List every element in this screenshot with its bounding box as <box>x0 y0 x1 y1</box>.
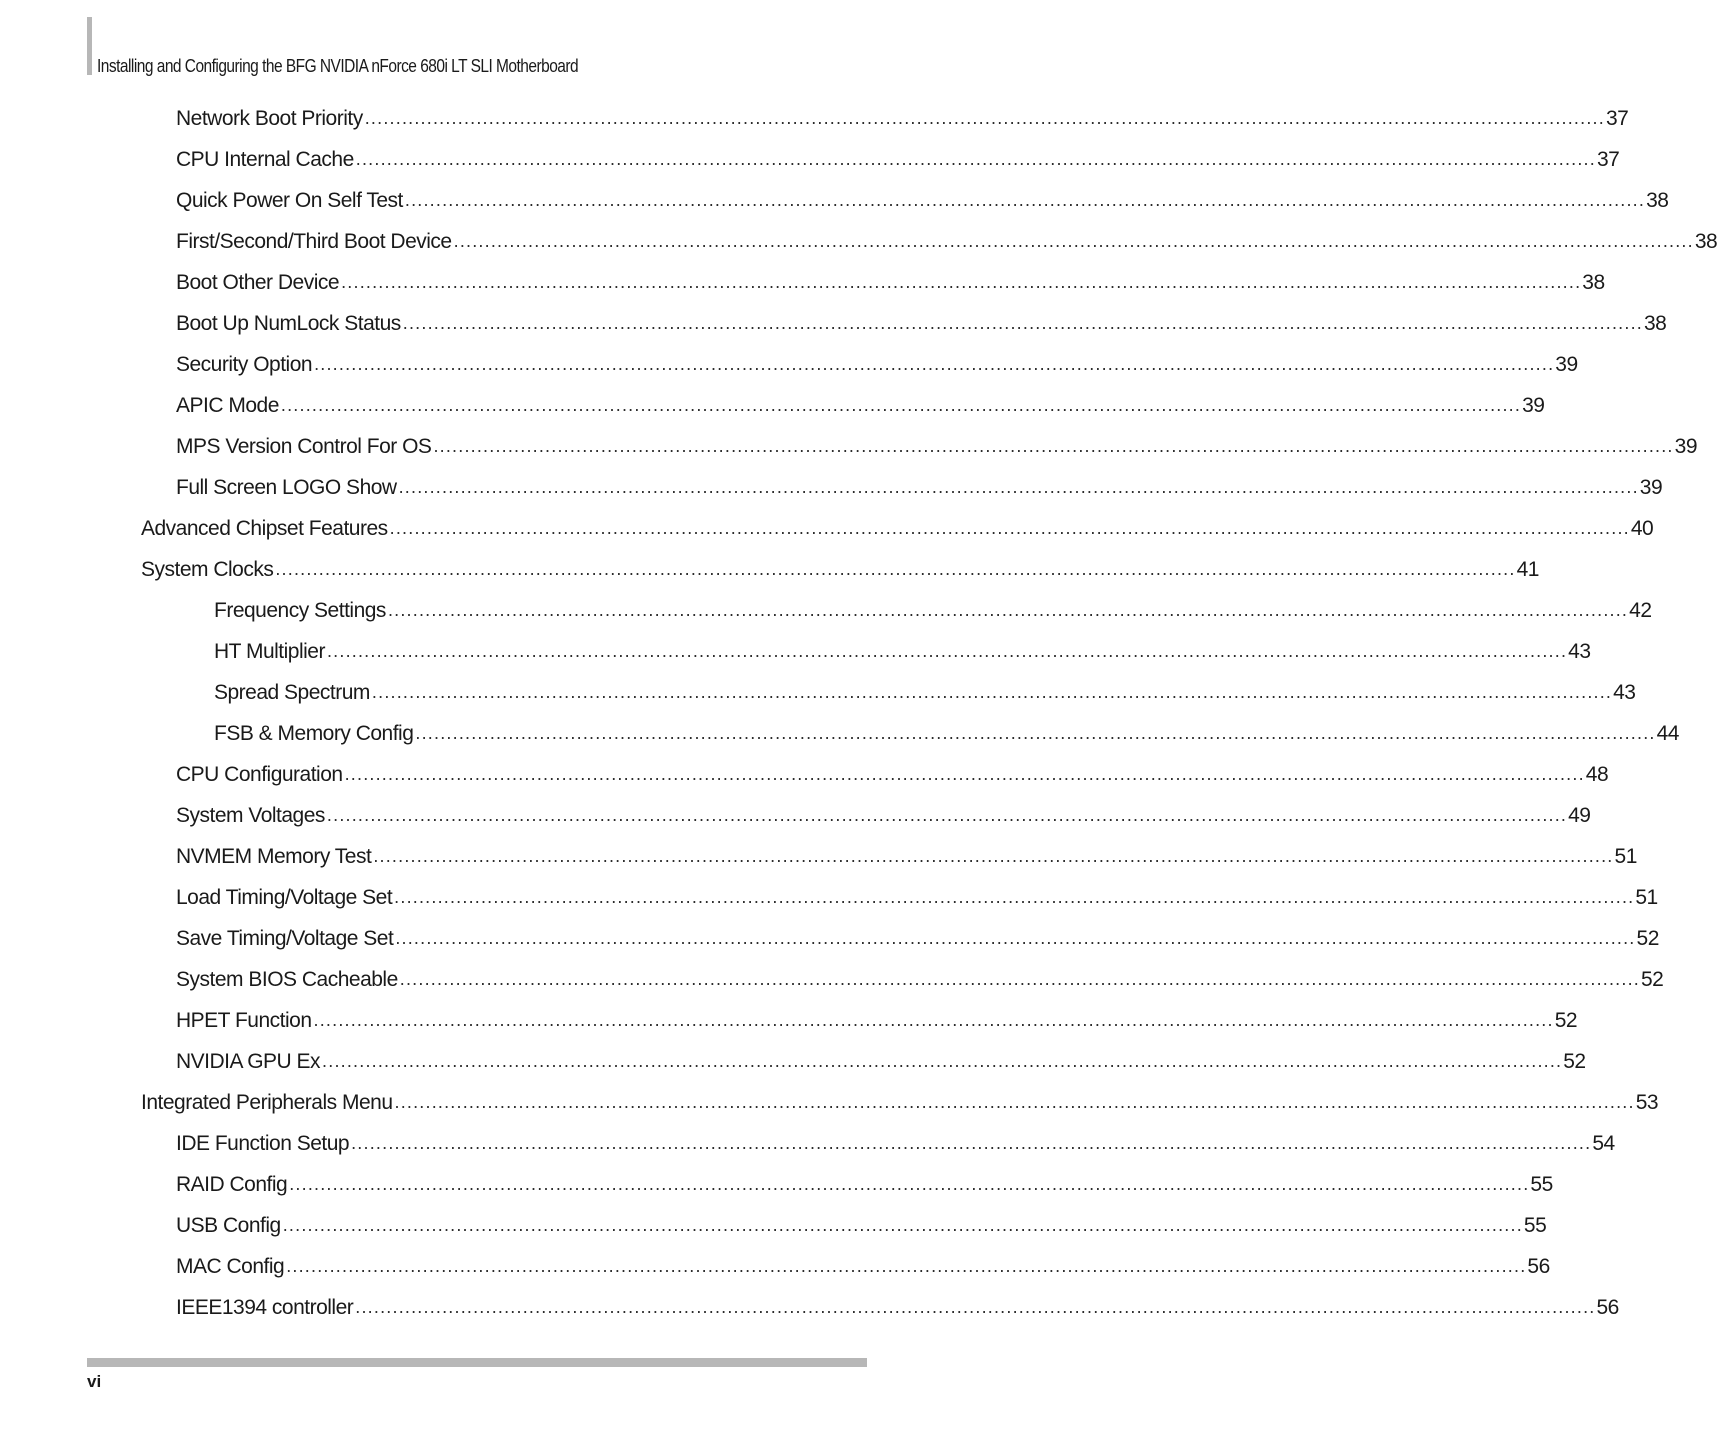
toc-entry-page: 43 <box>1613 681 1636 704</box>
toc-entry-label: Boot Other Device <box>176 271 340 294</box>
toc-entry[interactable] <box>176 1204 1547 1238</box>
toc-entry[interactable] <box>141 1081 1659 1115</box>
toc-entry-label: USB Config <box>176 1214 281 1237</box>
toc-entry[interactable] <box>176 138 1620 172</box>
toc-entry[interactable] <box>176 794 1591 828</box>
toc-entry-page: 39 <box>1639 476 1663 499</box>
toc-leader-dots: ........................................................................................................................................................................................................ <box>326 805 1568 825</box>
page-number: vi <box>87 1372 102 1391</box>
toc-entry-label: Spread Spectrum <box>214 681 370 704</box>
toc-entry[interactable] <box>176 1286 1619 1320</box>
toc-leader-dots: ........................................................................................................................................................................................................ <box>402 313 1643 333</box>
toc-entry-page: 52 <box>1563 1050 1586 1073</box>
toc-leader-dots: ........................................................................................................................................................................................................ <box>355 149 1596 169</box>
running-header: Installing and Configuring the BFG NVIDIA nForce 680i LT SLI Motherboard <box>97 56 579 76</box>
toc-leader-dots: ........................................................................................................................................................................................................ <box>394 1092 1635 1112</box>
toc-leader-dots: ........................................................................................................................................................................................................ <box>415 723 1656 743</box>
toc-entry-page: 48 <box>1585 763 1609 786</box>
toc-entry-label: Save Timing/Voltage Set <box>176 927 394 950</box>
toc-entry[interactable] <box>141 507 1654 541</box>
toc-entry[interactable] <box>176 917 1659 951</box>
toc-entry[interactable] <box>176 179 1669 213</box>
toc-leader-dots: ........................................................................................................................................................................................................ <box>322 1051 1563 1071</box>
toc-entry-label: NVMEM Memory Test <box>176 845 372 868</box>
toc-entry-label: FSB & Memory Config <box>214 722 414 745</box>
toc-entry-label: IEEE1394 controller <box>176 1296 354 1319</box>
toc-entry-page: 51 <box>1635 886 1658 909</box>
toc-leader-dots: ........................................................................................................................................................................................................ <box>387 600 1629 620</box>
toc-entry-label: Load Timing/Voltage Set <box>176 886 393 909</box>
toc-entry-page: 37 <box>1596 148 1620 171</box>
toc-entry-label: Boot Up NumLock Status <box>176 312 401 335</box>
toc-entry[interactable] <box>176 835 1637 869</box>
toc-entry-page: 54 <box>1592 1132 1615 1155</box>
toc-entry-page: 39 <box>1674 435 1697 458</box>
toc-entry-label: CPU Internal Cache <box>176 148 354 171</box>
toc-leader-dots: ........................................................................................................................................................................................................ <box>394 887 1635 907</box>
toc-entry[interactable] <box>176 876 1658 910</box>
toc-entry[interactable] <box>176 302 1667 336</box>
toc-entry[interactable] <box>176 1122 1615 1156</box>
toc-entry[interactable] <box>176 220 1717 254</box>
toc-entry[interactable] <box>176 343 1578 377</box>
toc-leader-dots: ........................................................................................................................................................................................................ <box>389 518 1630 538</box>
toc-entry[interactable] <box>141 548 1539 582</box>
toc-entry[interactable] <box>214 589 1652 623</box>
toc-entry-page: 37 <box>1605 107 1629 130</box>
header-accent-bar <box>87 17 92 75</box>
toc-entry[interactable] <box>214 712 1679 746</box>
toc-leader-dots: ........................................................................................................................................................................................................ <box>314 354 1555 374</box>
toc-entry[interactable] <box>176 1245 1550 1279</box>
toc-leader-dots: ........................................................................................................................................................................................................ <box>282 1215 1523 1235</box>
toc-leader-dots: ........................................................................................................................................................................................................ <box>453 231 1694 251</box>
toc-entry-page: 40 <box>1630 517 1654 540</box>
toc-entry-label: HT Multiplier <box>214 640 325 663</box>
toc-leader-dots: ........................................................................................................................................................................................................ <box>351 1133 1592 1153</box>
toc-entry-label: IDE Function Setup <box>176 1132 350 1155</box>
toc-entry-page: 52 <box>1554 1009 1578 1032</box>
toc-entry-label: System Voltages <box>176 804 325 827</box>
toc-entry-page: 53 <box>1635 1091 1659 1114</box>
toc-leader-dots: ........................................................................................................................................................................................................ <box>399 969 1640 989</box>
toc-entry-page: 55 <box>1530 1173 1553 1196</box>
toc-entry-label: Frequency Settings <box>214 599 386 622</box>
toc-entry-label: APIC Mode <box>176 394 279 417</box>
toc-entry-label: HPET Function <box>176 1009 312 1032</box>
toc-entry-label: Security Option <box>176 353 313 376</box>
toc-entry-page: 41 <box>1516 558 1539 581</box>
toc-entry-page: 42 <box>1629 599 1652 622</box>
toc-entry-label: Full Screen LOGO Show <box>176 476 397 499</box>
toc-entry[interactable] <box>176 261 1605 295</box>
toc-entry-page: 49 <box>1568 804 1591 827</box>
toc-entry[interactable] <box>214 630 1591 664</box>
toc-leader-dots: ........................................................................................................................................................................................................ <box>286 1256 1527 1276</box>
toc-leader-dots: ........................................................................................................................................................................................................ <box>289 1174 1530 1194</box>
toc-entry-page: 39 <box>1522 394 1545 417</box>
toc-leader-dots: ........................................................................................................................................................................................................ <box>373 846 1614 866</box>
toc-entry[interactable] <box>176 425 1697 459</box>
toc-entry-page: 52 <box>1636 927 1659 950</box>
toc-entry[interactable] <box>176 1163 1553 1197</box>
toc-leader-dots: ........................................................................................................................................................................................................ <box>355 1297 1596 1317</box>
toc-leader-dots: ........................................................................................................................................................................................................ <box>371 682 1613 702</box>
toc-entry-label: MAC Config <box>176 1255 285 1278</box>
toc-leader-dots: ........................................................................................................................................................................................................ <box>341 272 1582 292</box>
toc-leader-dots: ........................................................................................................................................................................................................ <box>395 928 1636 948</box>
toc-leader-dots: ........................................................................................................................................................................................................ <box>404 190 1646 210</box>
toc-leader-dots: ........................................................................................................................................................................................................ <box>398 477 1639 497</box>
toc-entry-label: Quick Power On Self Test <box>176 189 403 212</box>
toc-entry-page: 38 <box>1646 189 1669 212</box>
toc-entry-page: 43 <box>1568 640 1591 663</box>
toc-entry-label: Integrated Peripherals Menu <box>141 1091 393 1114</box>
toc-entry[interactable] <box>176 466 1663 500</box>
toc-entry-page: 55 <box>1523 1214 1547 1237</box>
toc-entry-page: 51 <box>1614 845 1637 868</box>
toc-leader-dots: ........................................................................................................................................................................................................ <box>344 764 1585 784</box>
toc-entry-label: CPU Configuration <box>176 763 343 786</box>
toc-entry-page: 39 <box>1555 353 1578 376</box>
toc-entry-page: 44 <box>1656 722 1679 745</box>
toc-leader-dots: ........................................................................................................................................................................................................ <box>326 641 1568 661</box>
toc-entry[interactable] <box>176 958 1664 992</box>
toc-entry-label: First/Second/Third Boot Device <box>176 230 452 253</box>
toc-entry-label: System BIOS Cacheable <box>176 968 398 991</box>
toc-entry-label: NVIDIA GPU Ex <box>176 1050 321 1073</box>
toc-entry-label: Advanced Chipset Features <box>141 517 388 540</box>
toc-leader-dots: ........................................................................................................................................................................................................ <box>280 395 1522 415</box>
toc-entry-label: System Clocks <box>141 558 274 581</box>
toc-entry-page: 52 <box>1640 968 1664 991</box>
toc-entry-page: 38 <box>1694 230 1717 253</box>
toc-entry-page: 38 <box>1643 312 1667 335</box>
toc-entry-label: RAID Config <box>176 1173 288 1196</box>
toc-entry-page: 56 <box>1596 1296 1619 1319</box>
toc-entry-page: 56 <box>1527 1255 1550 1278</box>
toc-leader-dots: ........................................................................................................................................................................................................ <box>364 108 1605 128</box>
footer-rule <box>87 1358 867 1367</box>
toc-leader-dots: ........................................................................................................................................................................................................ <box>313 1010 1554 1030</box>
toc-entry[interactable] <box>176 384 1545 418</box>
toc-entry[interactable] <box>214 671 1636 705</box>
toc-leader-dots: ........................................................................................................................................................................................................ <box>433 436 1674 456</box>
toc-entry-label: MPS Version Control For OS <box>176 435 432 458</box>
toc-entry[interactable] <box>176 753 1609 787</box>
toc-entry-page: 38 <box>1582 271 1605 294</box>
toc-entry[interactable] <box>176 1040 1586 1074</box>
toc-entry[interactable] <box>176 97 1629 131</box>
toc-leader-dots: ........................................................................................................................................................................................................ <box>275 559 1516 579</box>
toc-entry-label: Network Boot Priority <box>176 107 363 130</box>
toc-entry[interactable] <box>176 999 1578 1033</box>
